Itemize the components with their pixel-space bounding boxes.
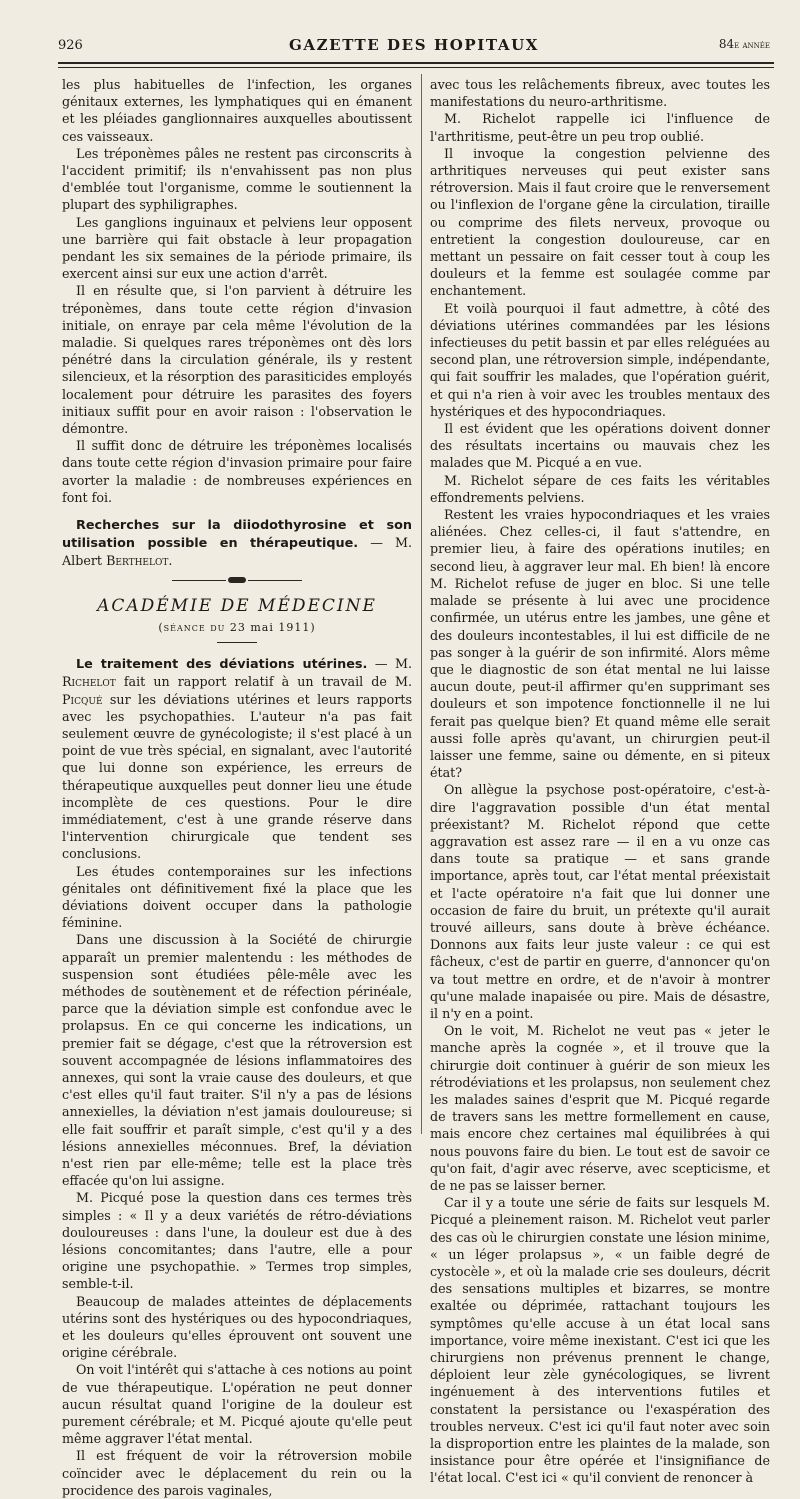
paragraph: On voit l'intérêt qui s'attache à ces notions au point de vue thérapeutique. L'opération ne peut donner aucun résultat quand l'origine de la douleur est purement cérébrale; et M. Picqué ajoute qu'elle peut même aggraver l'état mental. xyxy=(62,1362,412,1447)
paragraph: M. Picqué pose la question dans ces termes très simples : « Il y a deux variétés de rétro-déviations douloureuses : dans l'une, la douleur est due à des lésions concomitantes; dans l'autre, elle a pour origine une psychopathie. » Termes trop simples, semble-t-il. xyxy=(62,1190,412,1292)
volume-year xyxy=(719,37,770,51)
paragraph: Il suffit donc de détruire les tréponèmes localisés dans toute cette région d'invasion primaire pour faire avorter la maladie : de nombreuses expériences en font foi. xyxy=(62,438,412,505)
article-author-2: Picqué xyxy=(62,691,103,707)
session-suffix: ) xyxy=(310,620,316,634)
paragraph: Restent les vraies hypocondriaques et les vraies aliénées. Chez celles-ci, il faut s'attendre, en premier lieu, à faire des opérations inutiles; en second lieu, à aggraver leur mal. Eh bien! là encore M. Richelot refuse de juger en bloc. Si une telle malade se présente à lui avec une procidence confirmée, un utérus entre les jambes, une gêne et des douleurs incontestables, il lui est difficile de ne pas songer à la guérir de son infirmité. Alors même que le diagnostic de son état mental ne lui laisse aucun doute, peut-il affirmer qu'en supprimant ses douleurs et son impotence fonctionnelle il ne lui ferait pas quelque bien? Et quand même elle serait aussi folle après qu'avant, un chirurgien peut-il laisser une femme, saine ou démente, en si piteux état? xyxy=(430,507,770,781)
section-subtitle xyxy=(62,619,412,636)
header-rule-thin xyxy=(58,67,774,68)
paragraph: avec tous les relâchements fibreux, avec toutes les manifestations du neuro-arthritisme. xyxy=(430,77,770,110)
paragraph: Car il y a toute une série de faits sur lesquels M. Picqué a pleinement raison. M. Richelot veut parler des cas où le chirurgien constate une lésion minime, « un léger prolapsus », « un faible degré de cystocèle », et où la malade crie ses douleurs, décrit des sensations multiples et bizarres, se montre exaltée ou déprimée, rattachant toujours les symptômes qu'elle accuse à un état local sans importance, voire même inexistant. C'est ici que les chirurgiens non prévenus prennent le change, déploient leur zèle gynécologiques, se livrent ingénuement à des interventions futiles et constatent la persistance ou l'exaspération des troubles nerveux. C'est ici qu'il faut noter avec soin la disproportion entre les plaintes de la malade, son insistance pour être opérée et l'insignifiance de l'état local. C'est ici « qu'il convient de renoncer à xyxy=(430,1195,770,1486)
article-author: Richelot xyxy=(62,674,116,690)
journal-title: GAZETTE DES HOPITAUX xyxy=(288,36,539,54)
article-body: fait un rapport relatif à un travail de M. xyxy=(115,674,412,690)
note-author: Berthelot xyxy=(106,553,169,569)
running-header xyxy=(58,34,770,60)
session-date: 23 mai 1911 xyxy=(229,620,311,634)
note-title: Recherches sur la diiodothyrosine et son utilisation possible en thérapeutique. xyxy=(62,518,412,552)
paragraph: Il est évident que les opérations doivent donner des résultats incertains ou mauvais chez les malades que M. Picqué a en vue. xyxy=(430,421,770,471)
session-prefix: (séance du xyxy=(158,620,230,634)
paragraph: Il en résulte que, si l'on parvient à détruire les tréponèmes, dans toute cette région d'invasion initiale, on enraye par cela même l'évolution de la maladie. Si quelques rares tréponèmes ont dès lors pénétré dans la circulation générale, ils y restent silencieux, et la résorption des parasiticides employés localement pour détruire les parasites des foyers initiaux suffit pour en avoir raison : l'observation le démontre. xyxy=(62,283,412,437)
left-column xyxy=(62,76,412,1499)
paragraph: Et voilà pourquoi il faut admettre, à côté des déviations utérines commandées par les lésions infectieuses du petit bassin et par elles reléguées au second plan, une rétroversion simple, indépendante, qui fait souffrir les malades, que l'opération guérit, et qui n'a rien à voir avec les troubles mentaux des hystériques et des hypocondriaques. xyxy=(430,300,770,419)
article-lead xyxy=(62,655,412,862)
article-body-2: sur les déviations utérines et leurs rapports avec les psychopathies. L'auteur n'a pas fait seulement œuvre de gynécologiste; il s'est placé à un point de vue très spécial, en signalant, avec l'autorité que lui donne son expérience, les erreurs de thérapeutique auxquelles peut donner lieu une étude incomplète de ces questions. Pour le dire immédiatement, c'est à une grande réserve dans l'intervention chirurgicale que tendent ses conclusions. xyxy=(62,691,412,862)
paragraph: M. Richelot rappelle ici l'influence de l'arthritisme, peut-être un peu trop oublié. xyxy=(430,111,770,144)
paragraph: Les ganglions inguinaux et pelviens leur opposent une barrière qui fait obstacle à leur propagation pendant les six semaines de la période primaire, ils exercent ainsi sur eux une action d'arrêt. xyxy=(62,214,412,282)
section-ornament xyxy=(172,576,302,584)
volume-suffix: e année xyxy=(734,40,770,51)
note-end: . xyxy=(168,553,173,569)
article-sep: — M. xyxy=(367,656,412,672)
page-number: 926 xyxy=(58,38,83,53)
header-rule-thick xyxy=(58,62,774,64)
article-title: Le traitement des déviations utérines. xyxy=(76,657,368,673)
paragraph: On allègue la psychose post-opératoire, c'est-à-dire l'aggravation possible d'un état mental préexistant? M. Richelot répond que cette aggravation est assez rare — il en a vu onze cas dans toute sa pratique — et sans grande importance, après tout, car l'état mental préexistait et l'acte opératoire n'a fait que lui donner une occasion de faire du bruit, un prétexte qu'il aurait trouvé ailleurs, sans doute à brève échéance. Donnons aux faits leur juste valeur : ce qui est fâcheux, c'est de partir en guerre, d'annoncer qu'on va tout mettre en ordre, et de n'avoir à montrer qu'une malade inapaisée ou pire. Mais de désastre, il n'y en a point. xyxy=(430,782,770,1021)
note-author-prefix: — M. Albert xyxy=(62,535,412,569)
volume-number: 84 xyxy=(718,37,735,51)
section-title: ACADÉMIE DE MÉDECINE xyxy=(97,595,377,616)
paragraph: Les tréponèmes pâles ne restent pas circonscrits à l'accident primitif; ils n'envahissent pas non plus d'emblée tout l'organisme, comme le soutiennent la plupart des syphiligraphes. xyxy=(62,145,412,213)
paragraph: Les études contemporaines sur les infections génitales ont définitivement fixé la place que les déviations doivent occuper dans la pathologie féminine. xyxy=(62,863,412,931)
paragraph: Beaucoup de malades atteintes de déplacements utérins sont des hystériques ou des hypocondriaques, et les douleurs qu'elles éprouvent ont souvent une origine cérébrale. xyxy=(62,1293,412,1361)
right-column xyxy=(430,76,770,1487)
short-rule xyxy=(217,642,257,643)
paragraph: On le voit, M. Richelot ne veut pas « jeter le manche après la cognée », et il trouve que la chirurgie doit continuer à guérir de son mieux les rétrodéviations et les prolapsus, non seulement chez les malades saines d'esprit que M. Picqué regarde de travers sans les mettre formellement en cause, mais encore chez certaines mal équilibrées à qui nous pouvons faire du bien. Le tout est de savoir ce qu'on fait, d'agir avec réserve, avec scepticisme, et de ne pas se laisser berner. xyxy=(430,1023,770,1193)
paragraph: Dans une discussion à la Société de chirurgie apparaît un premier malentendu : les méthodes de suspension sont étudiées pêle-mêle avec les méthodes de soutènement et de réfection périnéale, parce que la déviation simple est confondue avec le prolapsus. En ce qui concerne les indications, un premier fait se dégage, c'est que la rétroversion est souvent accompagnée de lésions inflammatoires des annexes, qui sont la vraie cause des douleurs, et que c'est elles qu'il faut traiter. S'il n'y a pas de lésions annexielles, la déviation n'est jamais douloureuse; si elle fait souffrir et paraît simple, c'est qu'il y a des lésions annexielles méconnues. Bref, la déviation n'est rien par elle-même; telle est la place très effacée qu'on lui assigne. xyxy=(62,932,412,1189)
column-divider xyxy=(421,74,422,1134)
paragraph: Il invoque la congestion pelvienne des arthritiques nerveuses qui peut exister sans rétroversion. Mais il faut croire que le renversement ou l'inflexion de l'organe gêne la circulation, tiraille ou comprime des filets nerveux, provoque ou entretient la congestion douloureuse, car en mettant un pessaire on fait cesser tout à coup les douleurs et la femme est soulagée comme par enchantement. xyxy=(430,145,770,299)
paragraph: les plus habituelles de l'infection, les organes génitaux externes, les lymphatiques qui en émanent et les pléiades ganglionnaires auxquelles aboutissent ces vaisseaux. xyxy=(62,77,412,144)
paragraph: Il est fréquent de voir la rétroversion mobile coïncider avec le déplacement du rein ou la procidence des parois vaginales, xyxy=(62,1448,412,1498)
paragraph: M. Richelot sépare de ces faits les véritables effondrements pelviens. xyxy=(430,472,770,505)
note-entry xyxy=(62,516,412,570)
